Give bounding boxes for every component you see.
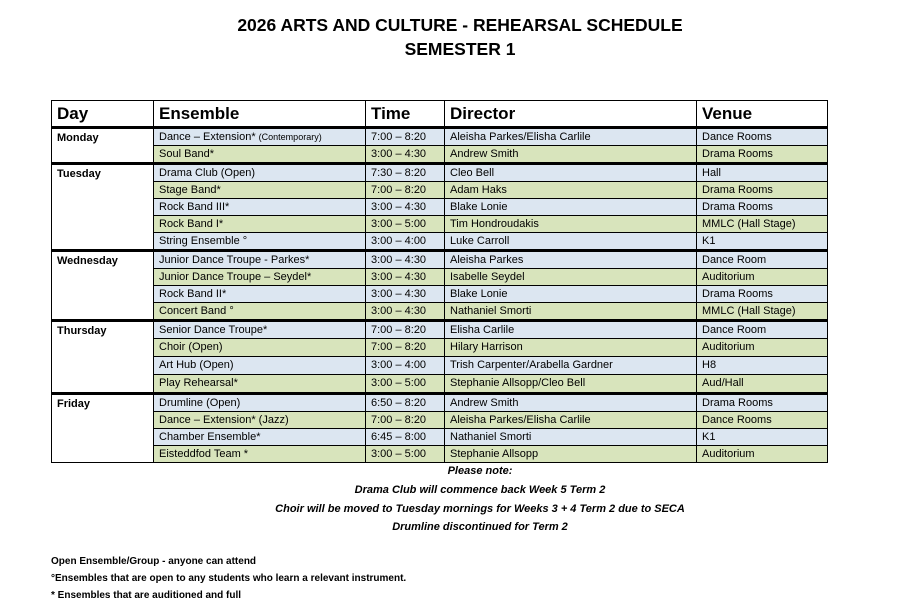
time-cell: 7:30 – 8:20 <box>366 164 445 182</box>
venue-cell: K1 <box>697 429 828 446</box>
table-row <box>52 412 828 429</box>
header-day: Day <box>52 101 154 128</box>
ensemble-cell: Junior Dance Troupe – Seydel* <box>154 269 366 286</box>
ensemble-cell: Eisteddfod Team * <box>154 446 366 463</box>
director-cell: Hilary Harrison <box>445 339 697 357</box>
time-cell: 7:00 – 8:20 <box>366 182 445 199</box>
director-cell: Stephanie Allsopp <box>445 446 697 463</box>
time-cell: 6:50 – 8:20 <box>366 394 445 412</box>
table-row <box>52 286 828 303</box>
ensemble-cell: Junior Dance Troupe - Parkes* <box>154 251 366 269</box>
table-row <box>52 216 828 233</box>
director-cell: Aleisha Parkes/Elisha Carlile <box>445 128 697 146</box>
table-row <box>52 146 828 164</box>
ensemble-cell: Stage Band* <box>154 182 366 199</box>
table-row <box>52 199 828 216</box>
table-row <box>52 429 828 446</box>
day-cell: Tuesday <box>52 164 154 251</box>
ensemble-note: (Contemporary) <box>258 131 322 142</box>
day-group <box>52 164 828 251</box>
venue-cell: Dance Rooms <box>697 412 828 429</box>
venue-cell: Auditorium <box>697 269 828 286</box>
day-cell: Friday <box>52 394 154 463</box>
table-row <box>52 303 828 321</box>
time-cell: 7:00 – 8:20 <box>366 321 445 339</box>
venue-cell: Hall <box>697 164 828 182</box>
ensemble-cell: Drumline (Open) <box>154 394 366 412</box>
director-cell: Isabelle Seydel <box>445 269 697 286</box>
venue-cell: MMLC (Hall Stage) <box>697 303 828 321</box>
table-header-row <box>52 101 828 128</box>
director-cell: Elisha Carlile <box>445 321 697 339</box>
day-group <box>52 128 828 164</box>
note-item: Drumline discontinued for Term 2 <box>392 521 568 533</box>
page-subtitle: SEMESTER 1 <box>404 39 516 59</box>
time-cell: 7:00 – 8:20 <box>366 339 445 357</box>
ensemble-cell: Concert Band ° <box>154 303 366 321</box>
table-row <box>52 164 828 182</box>
table-row <box>52 321 828 339</box>
day-group <box>52 321 828 394</box>
table-row <box>52 357 828 375</box>
rehearsal-schedule-table <box>51 100 828 463</box>
time-cell: 6:45 – 8:00 <box>366 429 445 446</box>
time-cell: 3:00 – 4:30 <box>366 251 445 269</box>
ensemble-cell: Rock Band III* <box>154 199 366 216</box>
time-cell: 3:00 – 5:00 <box>366 375 445 394</box>
director-cell: Andrew Smith <box>445 394 697 412</box>
ensemble-cell <box>154 128 366 146</box>
legend-star: * Ensembles that are auditioned and full <box>51 590 242 601</box>
table-row <box>52 128 828 146</box>
time-cell: 3:00 – 4:30 <box>366 269 445 286</box>
director-cell: Blake Lonie <box>445 199 697 216</box>
director-cell: Blake Lonie <box>445 286 697 303</box>
table-row <box>52 339 828 357</box>
venue-cell: MMLC (Hall Stage) <box>697 216 828 233</box>
venue-cell: K1 <box>697 233 828 251</box>
venue-cell: H8 <box>697 357 828 375</box>
venue-cell: Dance Rooms <box>697 128 828 146</box>
header-ensemble: Ensemble <box>154 101 366 128</box>
time-cell: 3:00 – 5:00 <box>366 446 445 463</box>
table-row <box>52 251 828 269</box>
venue-cell: Drama Rooms <box>697 182 828 199</box>
ensemble-cell: Dance – Extension* (Jazz) <box>154 412 366 429</box>
note-item: Choir will be moved to Tuesday mornings for Weeks 3 + 4 Term 2 due to SECA <box>275 503 685 515</box>
time-cell: 3:00 – 4:30 <box>366 286 445 303</box>
director-cell: Trish Carpenter/Arabella Gardner <box>445 357 697 375</box>
director-cell: Tim Hondroudakis <box>445 216 697 233</box>
time-cell: 3:00 – 4:30 <box>366 303 445 321</box>
table-row <box>52 394 828 412</box>
time-cell: 3:00 – 4:00 <box>366 357 445 375</box>
venue-cell: Drama Rooms <box>697 286 828 303</box>
time-cell: 3:00 – 4:00 <box>366 233 445 251</box>
day-group <box>52 251 828 321</box>
ensemble-cell: String Ensemble ° <box>154 233 366 251</box>
day-cell: Thursday <box>52 321 154 394</box>
director-cell: Andrew Smith <box>445 146 697 164</box>
director-cell: Aleisha Parkes <box>445 251 697 269</box>
time-cell: 3:00 – 5:00 <box>366 216 445 233</box>
director-cell: Nathaniel Smorti <box>445 303 697 321</box>
legend-degree: °Ensembles that are open to any students who learn a relevant instrument. <box>51 573 407 584</box>
ensemble-name: Dance – Extension* <box>159 130 259 143</box>
director-cell: Aleisha Parkes/Elisha Carlile <box>445 412 697 429</box>
director-cell: Stephanie Allsopp/Cleo Bell <box>445 375 697 394</box>
ensemble-cell: Drama Club (Open) <box>154 164 366 182</box>
ensemble-cell: Play Rehearsal* <box>154 375 366 394</box>
header-venue: Venue <box>697 101 828 128</box>
time-cell: 3:00 – 4:30 <box>366 146 445 164</box>
director-cell: Nathaniel Smorti <box>445 429 697 446</box>
director-cell: Cleo Bell <box>445 164 697 182</box>
table-row <box>52 446 828 463</box>
table-row <box>52 375 828 394</box>
ensemble-cell: Art Hub (Open) <box>154 357 366 375</box>
ensemble-cell: Soul Band* <box>154 146 366 164</box>
venue-cell: Aud/Hall <box>697 375 828 394</box>
header-time: Time <box>366 101 445 128</box>
time-cell: 7:00 – 8:20 <box>366 412 445 429</box>
time-cell: 3:00 – 4:30 <box>366 199 445 216</box>
notes-heading: Please note: <box>447 465 513 477</box>
ensemble-cell: Rock Band II* <box>154 286 366 303</box>
ensemble-cell: Chamber Ensemble* <box>154 429 366 446</box>
legend-open: Open Ensemble/Group - anyone can attend <box>51 556 257 567</box>
table-row <box>52 233 828 251</box>
venue-cell: Drama Rooms <box>697 199 828 216</box>
table-row <box>52 269 828 286</box>
header-director: Director <box>445 101 697 128</box>
ensemble-cell: Rock Band I* <box>154 216 366 233</box>
ensemble-cell: Senior Dance Troupe* <box>154 321 366 339</box>
table-row <box>52 182 828 199</box>
venue-cell: Auditorium <box>697 446 828 463</box>
venue-cell: Auditorium <box>697 339 828 357</box>
director-cell: Luke Carroll <box>445 233 697 251</box>
venue-cell: Dance Room <box>697 251 828 269</box>
day-cell: Wednesday <box>52 251 154 321</box>
director-cell: Adam Haks <box>445 182 697 199</box>
venue-cell: Drama Rooms <box>697 394 828 412</box>
day-cell: Monday <box>52 128 154 164</box>
ensemble-cell: Choir (Open) <box>154 339 366 357</box>
page-title: 2026 ARTS AND CULTURE - REHEARSAL SCHEDULE <box>237 15 683 35</box>
time-cell: 7:00 – 8:20 <box>366 128 445 146</box>
note-item: Drama Club will commence back Week 5 Term 2 <box>354 484 606 496</box>
day-group <box>52 394 828 463</box>
venue-cell: Dance Room <box>697 321 828 339</box>
venue-cell: Drama Rooms <box>697 146 828 164</box>
